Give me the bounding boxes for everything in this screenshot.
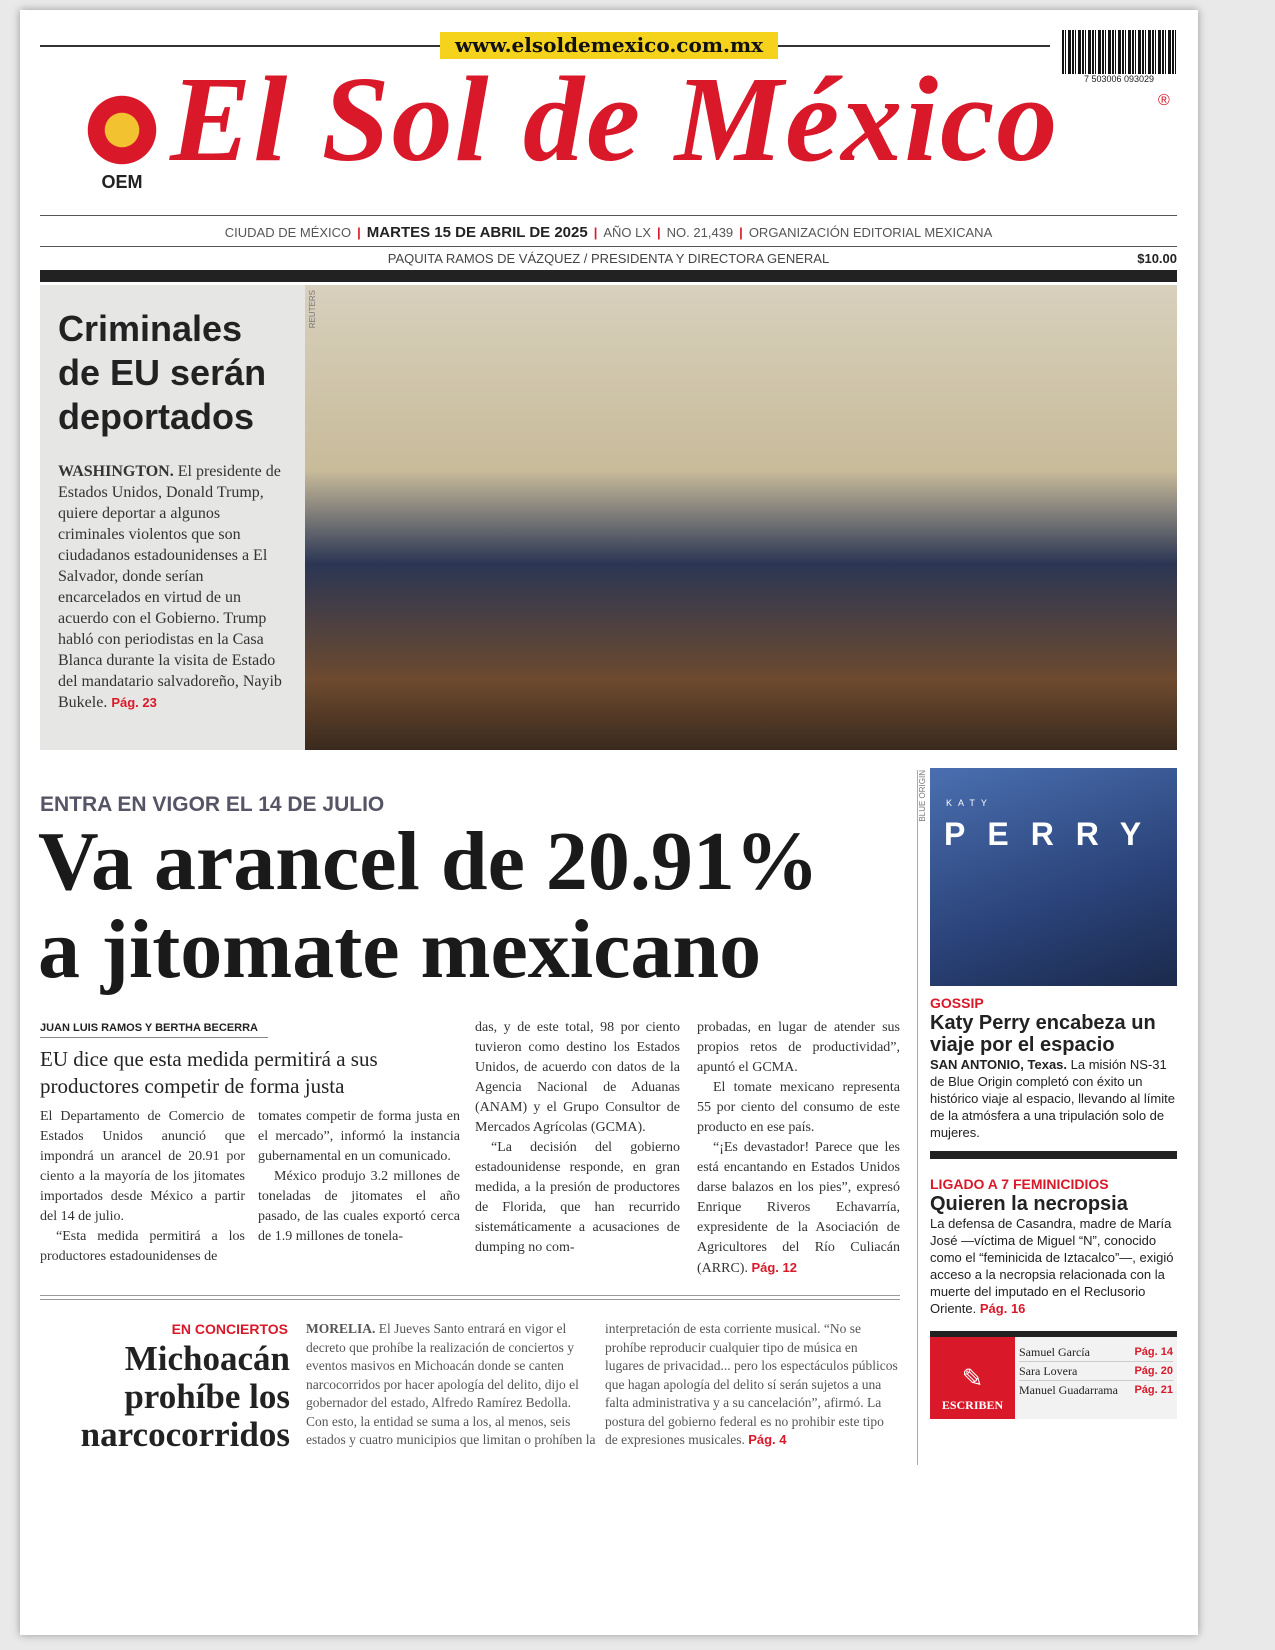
bottom-page-link[interactable]: Pág. 4 [748,1432,787,1447]
ligado-story [930,1175,1177,1317]
gossip-headline[interactable]: Katy Perry encabeza un viaje por el espacio [930,1012,1156,1056]
divider [40,1299,900,1300]
article-column-2: tomates competir de forma justa en el mercado”, informó la instancia gubernamental en un comunicado. México produjo 3.2 millones de toneladas de jitomates el año pasado, de las cuales exportó cerca de 1.9 millones de tonela- [258,1109,460,1244]
year: AÑO LX [603,225,652,240]
main-headline-line-1: Va arancel de 20.91% [38,815,819,908]
lead-page-link[interactable]: Pág. 23 [111,695,157,710]
gossip-kicker: GOSSIP [930,995,984,1011]
bottom-column-1: MORELIA. El Jueves Santo entrará en vigor el decreto que prohíbe la realización de conciertos y eventos masivos en Michoacán donde se canten narcocorridos por hacer apología del delito, dijo el gobernador del estado, Alfredo Ramírez Bedolla. Con esto, la entidad se suma a los, al menos, seis estados y cuatro municipios que limitan o prohíben la [306,1321,596,1447]
bottom-kicker: EN CONCIERTOS [171,1321,288,1337]
barcode-number: 7 503006 093029 [1062,74,1176,84]
pen-icon: ✎ [961,1364,984,1394]
columnist-item[interactable]: Manuel Guadarrama Pág. 21 [1019,1383,1173,1397]
ligado-page-link[interactable]: Pág. 16 [979,1301,1026,1316]
columnists-list [1015,1337,1177,1419]
date: MARTES 15 DE ABRIL DE 2025 [366,224,588,241]
main-headline-line-2: a jitomate mexicano [38,903,762,996]
ligado-body: La defensa de Casandra, madre de María José —víctima de Miguel “N”, conocido como el “feminicida de Iztacalco”—, exigió acceso a la necropsia relacionada con la muerte del imputado en el Reclusorio Oriente. [930,1216,1174,1316]
photo-credit: BLUE ORIGIN [918,770,927,822]
escriben-label: ESCRIBEN [941,1398,1004,1412]
registered-mark: ® [1158,92,1170,109]
director-line: PAQUITA RAMOS DE VÁZQUEZ / PRESIDENTA Y DIRECTORA GENERAL [387,251,830,266]
city: CIUDAD DE MÉXICO [224,225,352,240]
divider [40,215,1177,216]
escriben-box [930,1331,1177,1419]
katy-perry-photo[interactable] [930,768,1177,986]
lead-photo[interactable] [305,285,1177,750]
gossip-dateline: SAN ANTONIO, Texas. [930,1057,1068,1072]
lead-text [58,461,289,713]
edition-info: CIUDAD DE MÉXICO | MARTES 15 DE ABRIL DE 2025 | AÑO LX | NO. 21,439 | ORGANIZACIÓN EDITORIAL MEXICANA [224,224,993,241]
byline: JUAN LUIS RAMOS Y BERTHA BECERRA [40,1022,268,1038]
divider [40,1295,900,1296]
sun-logo-icon [82,90,162,170]
price: $10.00 [1137,251,1177,266]
bottom-column-2: interpretación de esta corriente musical. “No se prohíbe reproducir cualquier tipo de música en lugares de privacidad... pero los espectáculos públicos que hagan apología del delito sí serán sujetos a una falta administrativa y a su cancelación”, afirmó. La postura del gobierno federal es no prohibir este tipo de expresiones musicales. Pág. 4 [605,1321,898,1447]
divider [40,246,1177,247]
gossip-body: La misión NS-31 de Blue Origin completó con éxito un histórico viaje al espacio, llevando al límite de la atmósfera a una tripulación solo de mujeres. [930,1057,1175,1140]
ligado-headline[interactable]: Quieren la necropsia [930,1193,1128,1215]
bottom-headline[interactable]: Michoacán prohíbe los narcocorridos [80,1339,290,1454]
photo-credit: REUTERS [308,290,317,329]
ligado-kicker: LIGADO A 7 FEMINICIDIOS [930,1176,1109,1192]
organization: ORGANIZACIÓN EDITORIAL MEXICANA [748,225,993,240]
lead-body: El presidente de Estados Unidos, Donald Trump, quiere deportar a algunos criminales violentos que son ciudadanos estadounidenses a El Salvador, donde serían encarcelados en virtud de un acuerdo con el Gobierno. Trump habló con periodistas en la Casa Blanca durante la visita de Estado del mandatario salvadoreño, Nayib Bukele. [58,463,282,711]
issue-number: NO. 21,439 [666,225,734,240]
gossip-story [930,994,1177,1141]
main-page-link[interactable]: Pág. 12 [751,1260,797,1275]
subhead: EU dice que esta medida permitirá a sus productores competir de forma justa [40,1047,378,1098]
escriben-label-box [930,1337,1015,1419]
main-headline[interactable] [38,815,819,996]
sidebar [918,768,1177,1419]
divider-bar [930,1151,1177,1159]
column-divider [917,770,918,1465]
website-url[interactable]: www.elsoldemexico.com.mx [440,32,778,59]
oem-logo: OEM [101,172,143,192]
main-kicker: ENTRA EN VIGOR EL 14 DE JULIO [40,793,385,816]
photo-text: PERRY [944,816,1164,852]
photo-text: KATY [946,798,993,808]
article-column-1: El Departamento de Comercio de Estados Unidos anunció que impondrá un arancel de 20.91 por ciento a la mayoría de los jitomates importados desde México a partir del 14 de julio. “Esta medida permitirá a los productores estadounidenses de [40,1109,245,1264]
lead-headline[interactable]: Criminales de EU serán deportados [58,308,267,437]
lead-story [40,285,305,750]
article-column-4: probadas, en lugar de atender sus propios retos de productividad”, apuntó el GCMA. El tomate mexicano representa 55 por ciento del consumo de este producto en ese país. “¡Es devastador! Parece que les está encantando en Estados Unidos darse balazos en los pies”, expresó Enrique Riveros Echavarría, expresidente de la Asociación de Agricultores del Río Culiacán (ARRC). Pág. 12 [697,1020,900,1276]
masthead-title: El Sol de México [170,52,1060,187]
article-column-3: das, y de este total, 98 por ciento tuvieron como destino los Estados Unidos, de acuerdo con datos de la Agencia Nacional de Aduanas (ANAM) y el Grupo Consultor de Mercados Agrícolas (GCMA). “La decisión del gobierno estadounidense responde, en gran medida, a la presión de productores de Florida, que han recurrido sistemáticamente a acusaciones de dumping no com- [475,1020,680,1255]
columnist-item[interactable]: Samuel García Pág. 14 [1019,1343,1173,1362]
columnist-item[interactable]: Sara Lovera Pág. 20 [1019,1362,1173,1381]
lead-dateline: WASHINGTON. [58,463,174,480]
front-page [20,10,1198,1635]
header-bar [40,270,1177,282]
